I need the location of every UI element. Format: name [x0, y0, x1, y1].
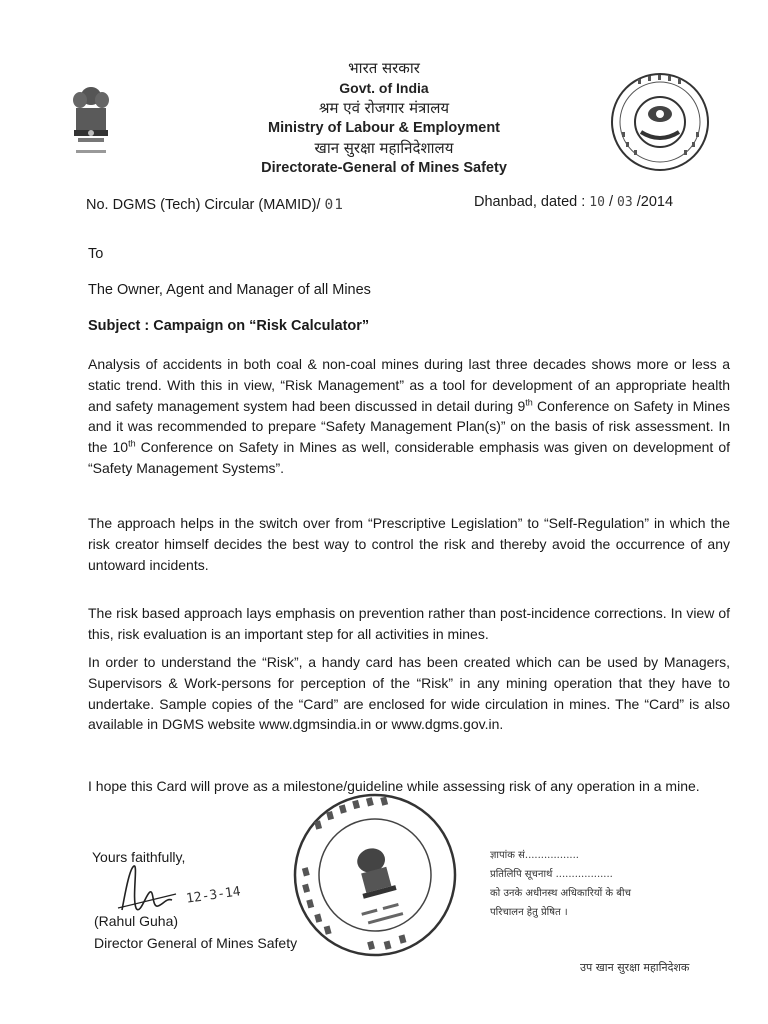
date-day: 10	[589, 195, 605, 210]
ordinal-suffix-10th: th	[128, 438, 136, 449]
hindi-directorate-title: खान सुरक्षा महानिदेशालय	[314, 139, 454, 157]
paragraph-2: The approach helps in the switch over from “Prescriptive Legislation” to “Self-Regulation” in which the risk creator himself decides the best way to control the risk and thereby avoid the occurrence of any untoward incidents.	[88, 515, 730, 573]
copy-distribution-stamp	[490, 846, 740, 922]
addressee: The Owner, Agent and Manager of all Mines	[88, 282, 371, 298]
office-seal-stamp	[290, 790, 460, 960]
copy-line-1: ज्ञापांक सं.................	[490, 850, 579, 861]
copy-line-2: प्रतिलिपि सूचनार्थ ..................	[490, 869, 613, 880]
dgms-seal-icon	[608, 70, 712, 174]
directorate-title: Directorate-General of Mines Safety	[261, 160, 507, 176]
paragraph-1	[88, 354, 730, 479]
paragraph-4: In order to understand the “Risk”, a handy card has been created which can be used by Managers, Supervisors & Work-persons for perception of the “Risk” in any mining operation that they have to undertake. Sample copies of the “Card” are enclosed for wide circulation in mines. The “Card” is also available in DGMS website www.dgmsindia.in or www.dgms.gov.in.	[88, 654, 730, 733]
copy-line-4: परिचालन हेतु प्रेषित ।	[490, 907, 568, 918]
circular-prefix: No. DGMS (Tech) Circular (MAMID)/	[86, 197, 321, 213]
circular-reference	[86, 197, 344, 213]
circular-date: Dhanbad, dated : 10 / 03 /2014	[474, 194, 674, 210]
date-year: /2014	[636, 194, 674, 210]
govt-title: Govt. of India	[339, 80, 429, 96]
paragraph-1-part-b: Conference on Safety in Mines and it was recommended to prepare “Safety Management Plan(s)” on the basis of risk assessment. In the 10	[88, 397, 730, 456]
letterhead	[234, 58, 534, 178]
signature-date: 12-3-14	[185, 884, 242, 907]
office-stamp-text: उप खान सुरक्षा महानिदेशक	[580, 961, 690, 974]
ministry-title: Ministry of Labour & Employment	[267, 120, 500, 136]
paragraph-1-part-c: Conference on Safety in Mines as well, considerable emphasis was given on development of “Safety Management Systems”.	[88, 439, 730, 476]
signer-title: Director General of Mines Safety	[94, 935, 298, 951]
signer-name: (Rahul Guha)	[94, 913, 179, 929]
subject-line: Subject : Campaign on “Risk Calculator”	[88, 318, 370, 334]
hindi-ministry-title: श्रम एवं रोजगार मंत्रालय	[318, 99, 450, 117]
paragraph-1-part-a: Analysis of accidents in both coal & non-coal mines during last three decades shows more or less a static trend. With this in view, “Risk Management” as a tool for development of an appropriate health and safety management system had been discussed in detail during 9	[88, 356, 730, 414]
copy-line-3: को उनके अधीनस्थ अधिकारियों के बीच	[490, 888, 631, 899]
date-month: 03	[617, 195, 633, 210]
circular-number: 01	[324, 197, 344, 213]
date-label: Dhanbad, dated :	[474, 194, 586, 210]
national-emblem-icon	[66, 82, 116, 162]
hindi-govt-title: भारत सरकार	[348, 59, 420, 77]
closing: Yours faithfully,	[92, 849, 186, 865]
paragraph-5: I hope this Card will prove as a milestone/guideline while assessing risk of any operation in a mine.	[88, 778, 700, 794]
ordinal-suffix-9th: th	[525, 396, 533, 407]
salutation-to: To	[88, 246, 104, 262]
paragraph-3: The risk based approach lays emphasis on prevention rather than post-incidence corrections. In view of this, risk evaluation is an important step for all activities in mines.	[88, 605, 730, 642]
